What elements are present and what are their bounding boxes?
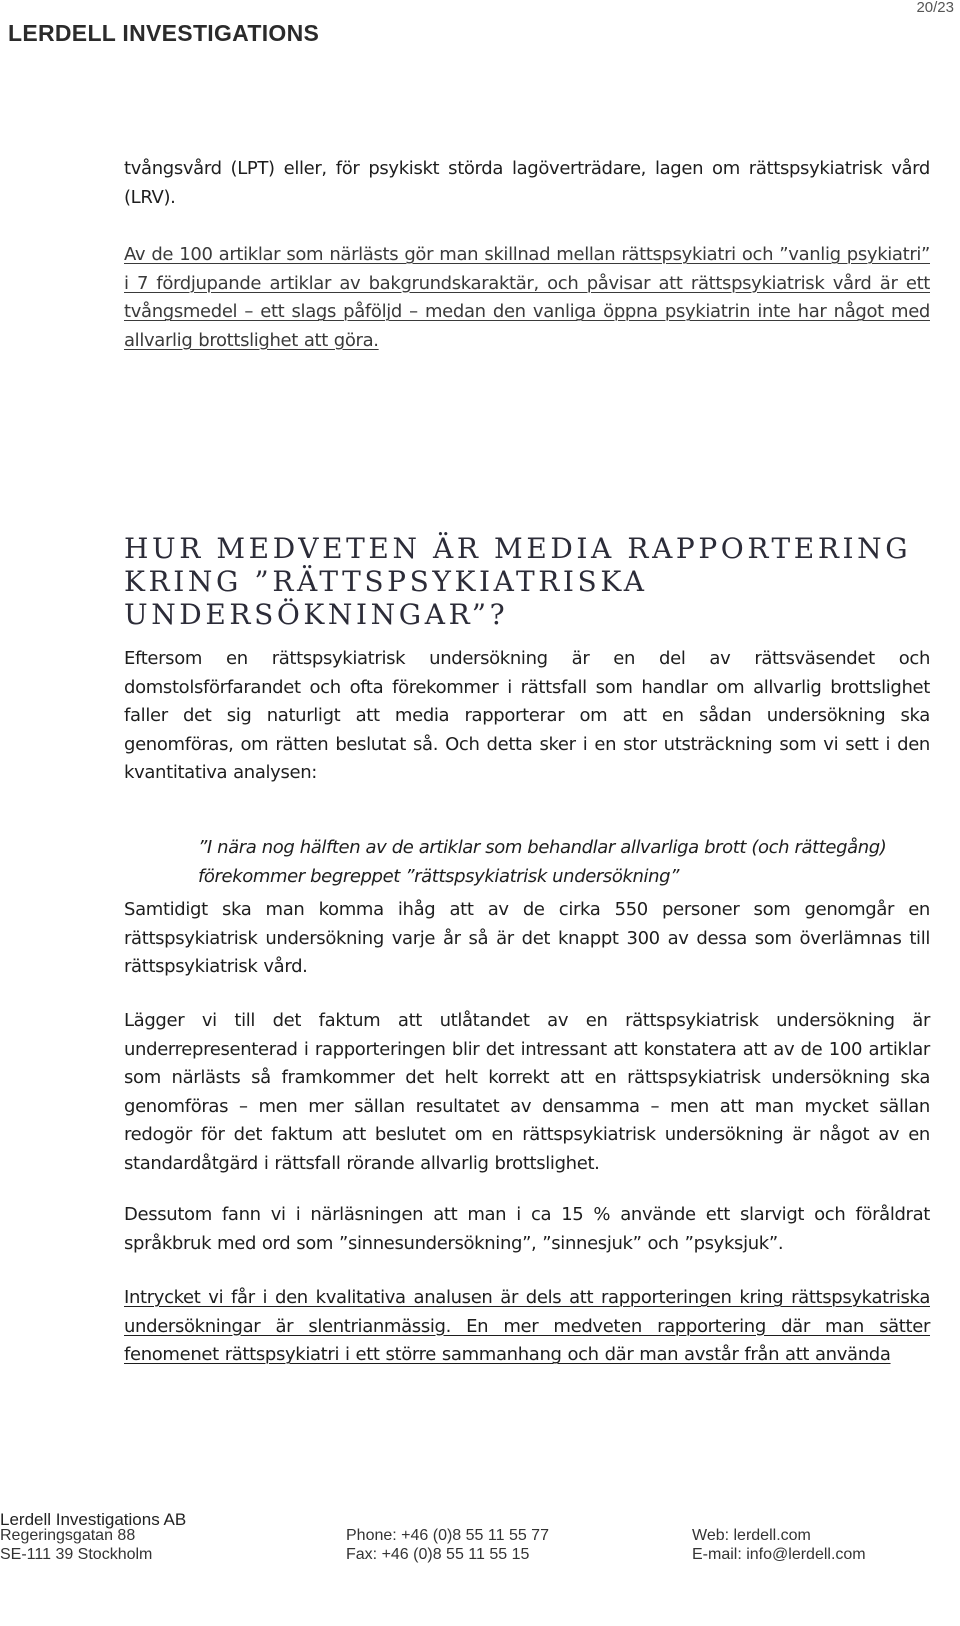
paragraph-6: Dessutom fann vi i närläsningen att man i ca 15 % använde ett slarvigt och föråldrat språkbruk med ord som ”sinnesundersökning”, ”sinnesjuk” och ”psyksjuk”. bbox=[124, 1204, 930, 1254]
page-number: 20/23 bbox=[916, 0, 954, 16]
paragraph-3: Eftersom en rättspsykiatrisk undersökning är en del av rättsväsendet och domstolsförfarandet och ofta förekommer i rättsfall som handlar om allvarlig brottslighet faller det sig naturligt att media rapporterar om att en sådan undersökning ska genomföras, om rätten beslutat så. Och detta sker i en stor utsträckning som vi sett i den kvantitativa analysen: bbox=[124, 648, 930, 784]
paragraph-4: Samtidigt ska man komma ihåg att av de cirka 550 personer som genomgår en rättspsykiatrisk undersökning varje år så är det knappt 300 av dessa som överlämnas till rättspsykiatrisk vård. bbox=[124, 899, 930, 978]
paragraph-7: Intrycket vi får i den kvalitativa analusen är dels att rapporteringen kring rättspsykatriska undersökningar är slentrianmässig. En mer medveten rapportering där man sätter fenomenet rättspsykiatri i ett större sammanhang och där man avstår från att använda bbox=[124, 1287, 930, 1366]
footer-street: Regeringsgatan 88 bbox=[0, 1527, 136, 1544]
paragraph-2: Av de 100 artiklar som närlästs gör man skillnad mellan rättspsykiatri och ”vanlig psykiatri” i 7 fördjupande artiklar av bakgrundskaraktär, och påvisar att rättspsykiatrisk vård är ett tvångsmedel – ett slags påföljd – medan den vanliga öppna psykiatrin inte har något med allvarlig brottslighet att göra. bbox=[124, 244, 930, 351]
block-quote: ”I nära nog hälften av de artiklar som behandlar allvarliga brott (och rättegång) förekommer begreppet ”rättspsykiatrisk undersökning” bbox=[198, 837, 887, 887]
company-header-title: LERDELL INVESTIGATIONS bbox=[8, 20, 320, 46]
paragraph-5: Lägger vi till det faktum att utlåtandet av en rättspsykiatrisk undersökning är underrepresenterad i rapporteringen blir det intressant att konstatera att av de 100 artiklar som närlästs så framkommer det helt korrekt att en rättspsykiatrisk undersökning ska genomföras – men mer sällan resultatet av densamma – men att man mycket sällan redogör för det faktum att beslutet om en rättspsykiatrisk undersökning är något av en standardåtgärd i rättsfall rörande allvarlig brottslighet. bbox=[124, 1010, 930, 1174]
footer-email: E-mail: info@lerdell.com bbox=[692, 1546, 866, 1563]
paragraph-1: tvångsvård (LPT) eller, för psykiskt störda lagöverträdare, lagen om rättspsykiatrisk vård (LRV). bbox=[124, 158, 930, 208]
footer-phone: Phone: +46 (0)8 55 11 55 77 bbox=[346, 1527, 549, 1544]
section-heading: HUR MEDVETEN ÄR MEDIA RAPPORTERING KRING ”RÄTTSPSYKIATRISKA UNDERSÖKNINGAR”? bbox=[124, 532, 912, 631]
footer-fax: Fax: +46 (0)8 55 11 55 15 bbox=[346, 1546, 530, 1563]
footer-postal: SE-111 39 Stockholm bbox=[0, 1546, 153, 1563]
footer-company-name: Lerdell Investigations AB bbox=[0, 1510, 187, 1529]
footer-web: Web: lerdell.com bbox=[692, 1527, 811, 1544]
